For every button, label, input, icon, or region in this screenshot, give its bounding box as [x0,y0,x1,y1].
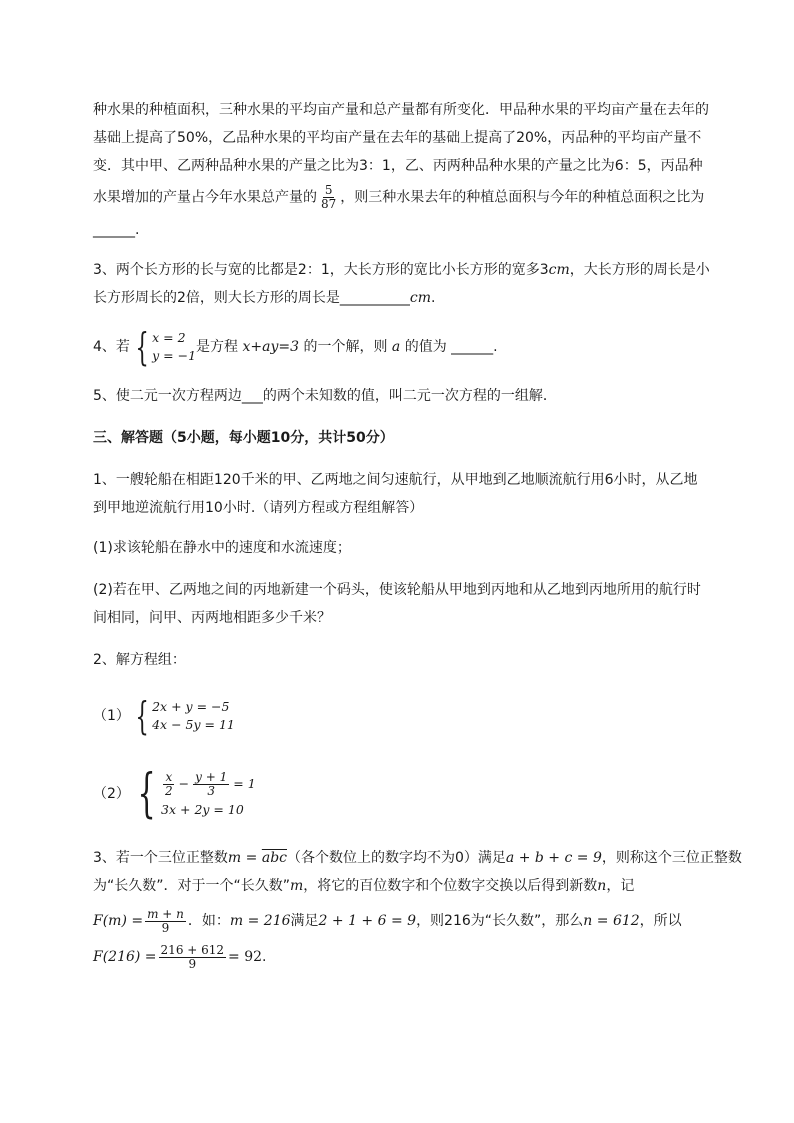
q3-part1: 3、两个长方形的长与宽的比都是2：1，大长方形的宽比小长方形的宽多3 [93,262,549,278]
q3-line2a: 长方形周长的2倍，则大长方形的周长是__________ [93,290,410,306]
left-brace: { [135,325,149,369]
sq2-s2-label: （2） [93,786,130,802]
q4-row-2: y = −1 [152,348,197,363]
p2-line-4a: 水果增加的产量占今年水果总产量的 [93,189,317,206]
p2-line-1: 种水果的种植面积，三种水果的平均亩产量和总产量都有所变化．甲品种水果的平均亩产量在去年的 [93,102,709,118]
sq1-sub-2a: (2)若在甲、乙两地之间的丙地新建一个码头，使该轮船从甲地到丙地和从乙地到丙地所用的航行时 [93,582,701,598]
unit-cm: cm [548,262,570,278]
q5-fill: 5、使二元一次方程两边___的两个未知数的值，叫二元一次方程的一组解． [93,388,557,404]
q4-prefix: 4、若 [93,339,130,355]
frac-m-plus-n-over-9: $\frac{m + n}{9}$ [147,906,184,935]
condition-sum: a + b + c = 9 [505,850,602,866]
sq3-line-1: 3、若一个三位正整数$m = \overline{abc}$（各个数位上的数字均不为0）满足a + b + c = 9，则称这个三位正整数 [93,850,742,866]
sq2-title: 2、解方程组： [93,652,186,668]
q4-fill [93,325,498,369]
section-3-heading: 三、解答题（5小题，每小题10分，共计50分） [93,430,394,446]
q4-mid2: 的一个解，则 [303,339,388,355]
q3-fill-line-2 [93,288,435,308]
q3-part2: ，大长方形的周长是小 [569,262,710,278]
sq1-line-1: 1、一艘轮船在相距120千米的甲、乙两地之间匀速航行，从甲地到乙地顺流航行用6小时，从乙地 [93,472,698,488]
p2-line-2: 基础上提高了50%，乙品种水果的平均亩产量在去年的基础上提高了20%，丙品种的平均亩产量不 [93,130,702,146]
sq3-line-4: F(216) = $\frac{216 + 612}{9}$ = 92. [93,942,267,971]
unit-cm-2: cm [409,290,432,306]
abc-overline: $\overline{abc}$ [261,850,287,866]
frac-denominator: 87 [321,197,337,211]
q3-fill-line-1 [93,260,710,280]
left-brace: { [135,694,149,738]
p2-line-4b: ，则三种水果去年的种植总面积与今年的种植总面积之比为 [340,189,705,206]
F-definition: F(m) = [93,913,144,929]
q3-line2b: . [431,290,436,306]
frac-y-plus-1-over-3: $\frac{y + 1}{3}$ [195,769,228,798]
sq2-s2-row-2: 3x + 2y = 10 [161,801,244,817]
sq1-line-2: 到甲地逆流航行用10小时.（请列方程或方程组解答） [93,500,424,516]
sq3-line-2: 为“长久数”．对于一个“长久数”m，将它的百位数字和个位数字交换以后得到新数n，记 [93,878,635,894]
m-equals: m = [227,850,258,866]
sq1-sub-2b: 间相同，问甲、丙两地相距多少千米？ [93,610,331,626]
sq2-s1-row-1: 2x + y = −5 [152,699,230,714]
p2-answer-blank: ______. [93,222,140,238]
sq2-system-1 [93,696,235,736]
fraction-5-87 [319,184,338,211]
sq2-s1-label: （1） [93,708,130,724]
p2-line-3: 变．其中甲、乙两种品种水果的产量之比为3：1，乙、丙两种品种水果的产量之比为6：5，丙品种 [93,158,703,174]
q4-system [130,325,197,369]
frac-numerator: 5 [324,183,333,197]
frac-216-plus-612-over-9: $\frac{216 + 612}{9}$ [160,942,225,971]
p2-line-4 [93,184,704,211]
left-brace: { [137,764,156,824]
frac-x-over-2: $\frac{x}{2}$ [165,769,173,798]
q4-mid: 是方程 [196,339,239,355]
q4-var-a: a [391,339,401,355]
q4-row-1: x = 2 [152,330,186,345]
sq2-system-2: （2） { $\frac{x}{2}$ − $\frac{y + 1}{3}$ = 1 3x + 2y = 10 [93,764,256,824]
q4-equation: x+ay=3 [242,339,300,355]
sq2-s1-row-2: 4x − 5y = 11 [152,717,235,732]
sq3-line-3: F(m) = $\frac{m + n}{9}$ ．如：m = 216满足2 + 1 + 6 = 9，则216为“长久数”，那么n = 612，所以 [93,906,682,935]
sq1-sub-1: (1)求该轮船在静水中的速度和水流速度； [93,540,351,556]
F216: F(216) = [93,949,157,965]
q4-suffix: 的值为 ______. [404,339,498,355]
